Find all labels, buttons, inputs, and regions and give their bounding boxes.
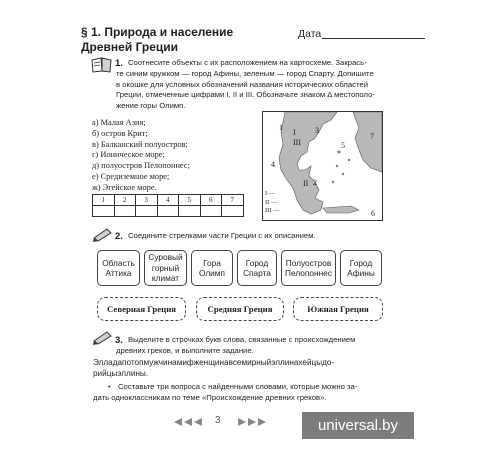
crete-island: [323, 206, 359, 213]
exercise-3-text: древних греков, и выполните задание.: [116, 346, 254, 355]
exercise-1-line: Соотнесите объекты с их расположением на картосхеме. Закрась-: [128, 58, 367, 67]
answer-number: 7: [222, 195, 244, 206]
watermark-badge: universal.by: [302, 412, 414, 439]
description-card[interactable]: [144, 250, 187, 286]
map-label: 2: [313, 178, 317, 187]
answer-number: 3: [136, 195, 158, 206]
greece-map: [262, 111, 383, 221]
island-dot: [348, 159, 350, 161]
left-arrows-icon: [174, 418, 210, 426]
asia-minor: [353, 112, 382, 172]
island-dot: [336, 165, 338, 167]
answer-number: 6: [200, 195, 222, 206]
description-card[interactable]: [237, 250, 277, 286]
list-item: б) остров Крит;: [92, 128, 148, 138]
card-line: Аттика: [105, 268, 132, 278]
card-line: Город: [349, 257, 373, 268]
right-arrows-icon: [230, 418, 266, 426]
legend-item: II —: [265, 198, 278, 206]
map-label: 3: [315, 126, 319, 135]
list-item: е) Средиземное море;: [92, 171, 170, 181]
legend-item: I —: [265, 190, 276, 197]
page-number: 3: [215, 415, 221, 426]
list-item: г) Ионическое море;: [92, 150, 165, 160]
date-field[interactable]: [322, 38, 425, 39]
description-card[interactable]: [191, 250, 233, 286]
map-label: II: [303, 179, 309, 188]
exercise-3-task: дать одноклассникам по теме «Происхождение древних греков».: [93, 393, 327, 402]
exercise-2-text: Соедините стрелками части Греции с их описанием.: [128, 231, 316, 240]
exercise-1-text-cont: [116, 69, 428, 111]
answer-number: 5: [179, 195, 201, 206]
map-label: III: [293, 138, 301, 147]
exercise-1-line: жение горы Олимп.: [116, 100, 186, 110]
card-line: климат: [151, 273, 180, 284]
exercise-1-text: [128, 58, 428, 69]
map-label: 6: [371, 209, 375, 218]
answer-cell[interactable]: [114, 206, 136, 217]
answer-cell[interactable]: [179, 206, 201, 217]
card-line: Область: [102, 257, 135, 268]
island-dot: [342, 173, 344, 175]
card-line: горный: [151, 262, 180, 273]
exercise-1-line: в окошке для условных обозначений названия исторических областей: [116, 79, 368, 89]
answer-number: 1: [93, 195, 115, 206]
map-label: 1: [279, 123, 283, 132]
card-line: Город: [245, 257, 269, 268]
pencil-icon: [92, 329, 114, 345]
card-line: Гора: [203, 257, 221, 268]
card-line: Суровый: [148, 252, 183, 263]
card-line: Олимп: [198, 268, 226, 278]
title-line-1: § 1. Природа и население: [81, 25, 234, 39]
island-dot: [332, 181, 334, 183]
date-label: Дата: [298, 28, 322, 40]
description-card[interactable]: [281, 250, 336, 286]
exercise-1-line: Греции, отмеченные цифрами I, II и III. Обозначьте знаком Δ местополо-: [116, 90, 375, 100]
book-icon: [91, 57, 113, 73]
map-label: 5: [341, 141, 345, 150]
list-item: ж) Эгейское море.: [92, 182, 157, 192]
map-label: I: [293, 128, 296, 137]
answer-number: 2: [114, 195, 136, 206]
title-line-2: Древней Греции: [81, 40, 179, 54]
card-line: Спарта: [243, 268, 271, 278]
answer-cell[interactable]: [222, 206, 244, 217]
list-item: д) полуостров Пелопоннес;: [92, 161, 190, 171]
answer-cell[interactable]: [200, 206, 222, 217]
answer-cell[interactable]: [157, 206, 179, 217]
exercise-3-text: Выделите в строчках букв слова, связанные с происхождением: [128, 335, 356, 344]
exercise-2-number: 2.: [115, 231, 123, 242]
answer-cell[interactable]: [93, 206, 115, 217]
legend-item: III —: [265, 207, 280, 214]
answer-table: [92, 194, 244, 217]
letter-string: Элладапотопмужчинамифженщинавсемирныйэллинахейцыдо-: [93, 358, 335, 367]
card-line: Пелопоннес: [285, 268, 332, 278]
exercise-1-number: 1.: [115, 58, 123, 69]
object-list: [92, 118, 190, 194]
list-item: а) Малая Азия;: [92, 118, 146, 127]
map-legend: [265, 190, 282, 216]
region-south-greece[interactable]: Южная Греция: [293, 297, 383, 321]
answer-number: 4: [157, 195, 179, 206]
exercise-1-line: те синим кружком — город Афины, зеленым — город Спарту. Допишите: [116, 69, 374, 78]
page-title: [81, 25, 281, 55]
bullet: •: [108, 382, 111, 391]
list-item: в) Балканский полуостров;: [92, 139, 188, 149]
map-label: 7: [370, 132, 374, 141]
card-line: Полуостров: [285, 257, 332, 268]
region-central-greece[interactable]: Средняя Греция: [196, 297, 284, 321]
exercise-3-task: Составьте три вопроса с найденными словами, которые можно за-: [118, 382, 358, 391]
map-label: 4: [271, 160, 275, 169]
island-dot: [338, 151, 341, 154]
description-card[interactable]: [97, 250, 140, 286]
letter-string: рийцыэллины.: [93, 369, 149, 378]
description-card[interactable]: [340, 250, 382, 286]
card-line: Афины: [347, 268, 375, 278]
exercise-3-number: 3.: [115, 335, 123, 346]
region-north-greece[interactable]: Северная Греция: [97, 297, 186, 321]
pencil-icon: [92, 226, 114, 242]
answer-cell[interactable]: [136, 206, 158, 217]
